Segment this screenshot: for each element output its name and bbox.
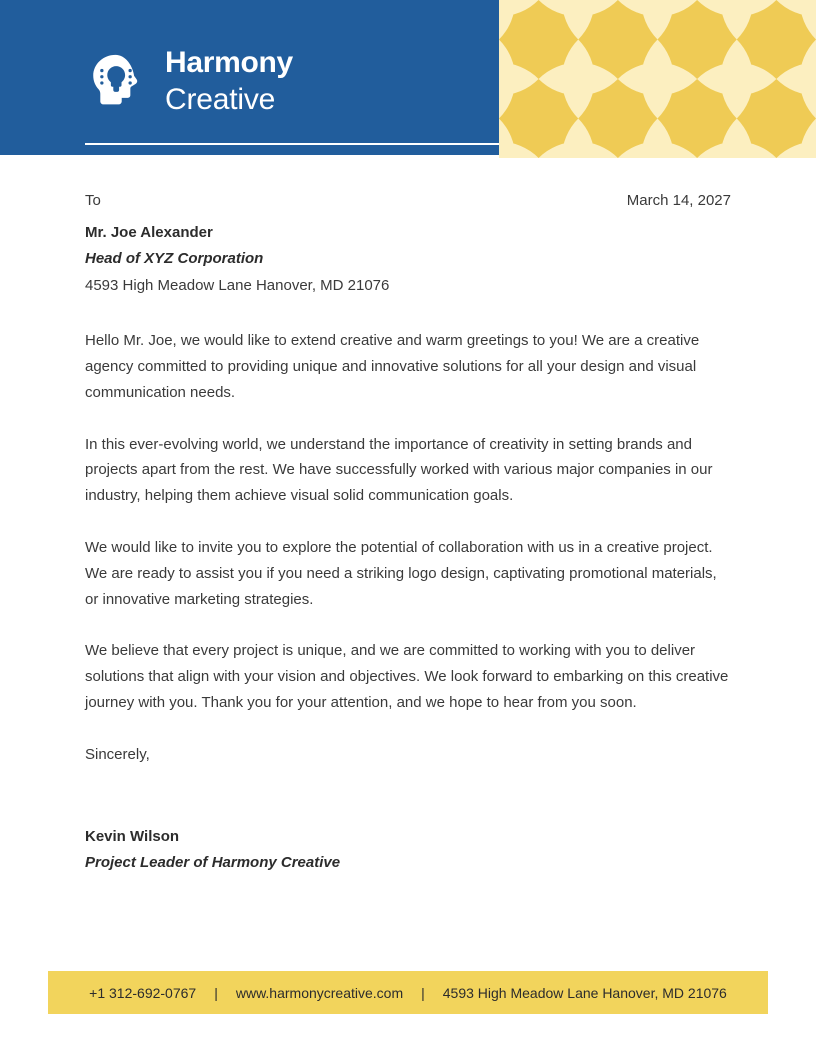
footer-separator: | [421,984,425,1001]
signature-name: Kevin Wilson [85,827,180,845]
overlapping-circles-pattern-icon [499,0,816,158]
brand-name-line1: Harmony [165,46,293,79]
footer-contact-row [89,985,727,1001]
signature-role: Project Leader of Harmony Creative [85,854,341,872]
recipient-address: 4593 High Meadow Lane Hanover, MD 21076 [85,276,390,294]
footer-website[interactable]: www.harmonycreative.com [235,984,404,1001]
letter-meta-row [85,188,731,214]
recipient-title: Head of XYZ Corporation [85,249,264,267]
letter-paragraph: Hello Mr. Joe, we would like to extend creative and warm greetings to you! We are a creative agency committed to providing unique and innovative solutions for all your design and visual communication needs. [85,332,700,401]
header-geometric-pattern [499,0,816,158]
letter-date: March 14, 2027 [626,192,731,209]
footer-address: 4593 High Meadow Lane Hanover, MD 21076 [442,984,727,1001]
letter-paragraph: We would like to invite you to explore the potential of collaboration with us in a creative project. We are ready to assist you if you need a striking logo design, captivating promotional materials, or innovative marketing strategies. [85,539,717,608]
recipient-name: Mr. Joe Alexander [85,224,213,241]
letterhead-footer [48,971,768,1014]
signature-block [85,826,731,875]
brand-lockup [85,48,293,115]
brand-name-line2: Creative [165,83,276,116]
brand-name [165,48,293,115]
letterhead-header [0,0,816,158]
letter-body [85,188,731,875]
footer-phone[interactable]: +1 312-692-0767 [89,984,197,1001]
letter-paragraph: We believe that every project is unique, and we are committed to working with you to deliver solutions that align with your vision and objectives. We look forward to embarking on this creative journey with you. Thank you for your attention, and we hope to hear from you soon. [85,642,729,712]
letter-paragraphs [85,328,731,767]
head-lightbulb-icon [85,51,147,113]
letter-paragraph: In this ever-evolving world, we understand the importance of creativity in setting brands and projects apart from the rest. We have successfully worked with various major companies in our industry, helping them achieve visual solid communication goals. [85,435,713,505]
header-blue-panel [0,0,499,155]
letter-closing: Sincerely, [85,745,150,763]
footer-separator: | [214,984,218,1001]
header-divider-rule [85,143,499,145]
to-label: To [85,192,101,209]
